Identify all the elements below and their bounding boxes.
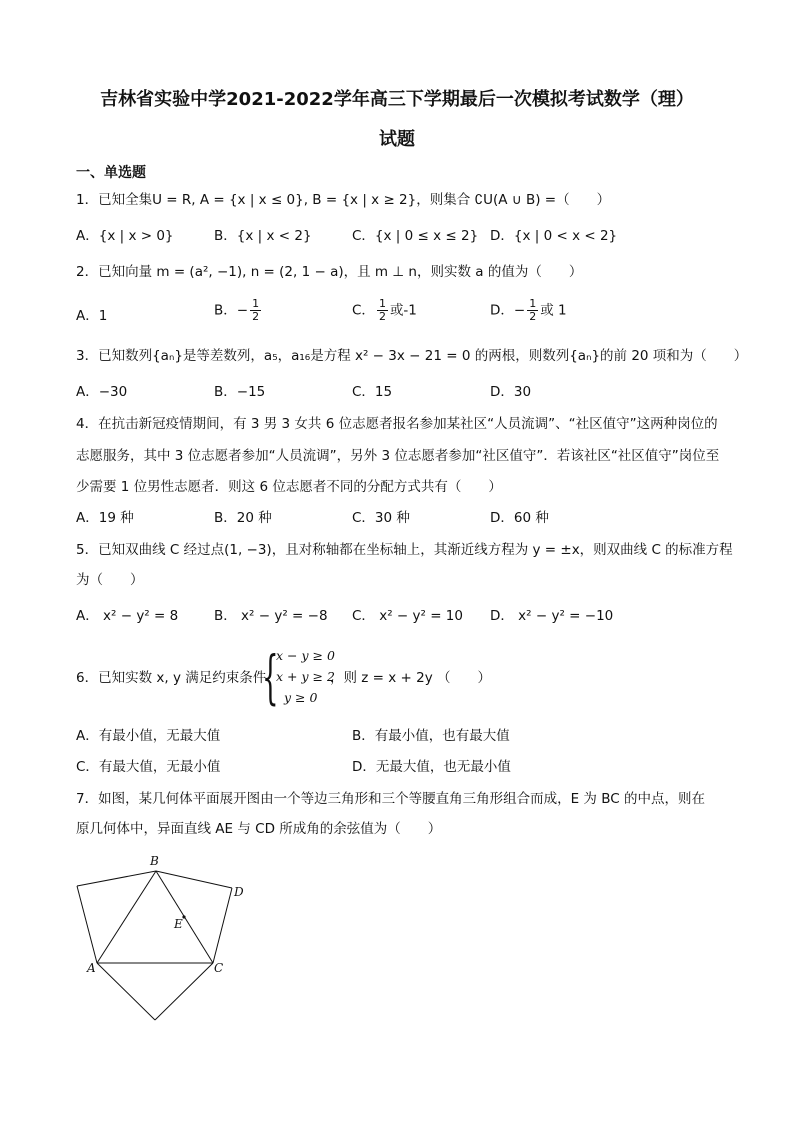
label-b: B bbox=[150, 854, 159, 868]
label-e: E bbox=[174, 917, 183, 931]
question-6-option-d: D．无最大值，也无最小值 bbox=[352, 759, 511, 775]
bottom-face-right bbox=[155, 963, 213, 1020]
geometry-net-figure bbox=[70, 850, 270, 1035]
question-6-option-a: A．有最小值，无最大值 bbox=[76, 728, 221, 744]
question-2-stem: 2．已知向量 m = (a², −1), n = (2, 1 − a)，且 m ⊥ n，则实数 a 的值为（ ） bbox=[76, 264, 583, 280]
question-4-line-3: 少需要 1 位男性志愿者．则这 6 位志愿者不同的分配方式共有（ ） bbox=[76, 479, 502, 495]
question-3-option-a: A．−30 bbox=[76, 384, 128, 400]
question-4-option-a: A．19 种 bbox=[76, 510, 134, 526]
edge-bd bbox=[156, 871, 232, 888]
constraint-1: x − y ≥ 0 bbox=[276, 648, 335, 663]
fraction: $\frac{1}{2}$ bbox=[252, 297, 260, 323]
exam-title-continued: 试题 bbox=[379, 129, 415, 150]
question-3-stem: 3．已知数列{aₙ}是等差数列，a₅，a₁₆是方程 x² − 3x − 21 = 0 的两根，则数列{aₙ}的前 20 项和为（ ） bbox=[76, 348, 748, 364]
question-4-line-1: 4．在抗击新冠疫情期间，有 3 男 3 女共 6 位志愿者报名参加某社区“人员流调”、“社区值守”这两种岗位的 bbox=[76, 416, 718, 432]
question-2-option-c bbox=[352, 298, 417, 323]
option-b-prefix: B．− bbox=[214, 302, 249, 319]
question-5-option-b: B． x² − y² = −8 bbox=[214, 608, 328, 624]
label-a: A bbox=[87, 961, 96, 975]
question-3-option-d: D．30 bbox=[490, 384, 532, 400]
question-5-option-c: C． x² − y² = 10 bbox=[352, 608, 463, 624]
point-e bbox=[182, 915, 185, 918]
question-6-stem-before: 6．已知实数 x, y 满足约束条件 bbox=[76, 670, 267, 686]
question-1-option-a: A．{x | x > 0} bbox=[76, 228, 174, 244]
edge-cd bbox=[213, 888, 232, 963]
question-1-option-c: C．{x | 0 ≤ x ≤ 2} bbox=[352, 228, 479, 244]
question-6-option-b: B．有最小值，也有最大值 bbox=[352, 728, 510, 744]
section-heading: 一、单选题 bbox=[76, 165, 146, 181]
question-5-option-a: A． x² − y² = 8 bbox=[76, 608, 179, 624]
constraint-3: y ≥ 0 bbox=[284, 690, 318, 705]
question-4-option-d: D．60 种 bbox=[490, 510, 549, 526]
fraction: $\frac{1}{2}$ bbox=[529, 297, 537, 323]
question-3-option-b: B．−15 bbox=[214, 384, 266, 400]
bottom-face-left bbox=[97, 963, 155, 1020]
fraction: $\frac{1}{2}$ bbox=[378, 297, 386, 323]
label-c: C bbox=[214, 961, 224, 975]
edge-ab bbox=[97, 871, 156, 963]
question-1-option-d: D．{x | 0 < x < 2} bbox=[490, 228, 618, 244]
option-c-suffix: 或-1 bbox=[389, 302, 417, 319]
question-6-option-c: C．有最大值，无最小值 bbox=[76, 759, 221, 775]
option-d-prefix: D．− bbox=[490, 302, 526, 319]
left-brace: { bbox=[262, 643, 279, 711]
question-2-option-b bbox=[214, 298, 263, 323]
question-5-option-d: D． x² − y² = −10 bbox=[490, 608, 614, 624]
option-d-suffix: 或 1 bbox=[540, 302, 567, 319]
constraint-2: x + y ≥ 2 bbox=[276, 669, 335, 684]
left-face-top bbox=[77, 871, 156, 886]
question-2-option-a: A．1 bbox=[76, 308, 108, 324]
question-4-option-b: B．20 种 bbox=[214, 510, 272, 526]
left-face-side bbox=[77, 886, 97, 963]
question-1-stem: 1．已知全集U = R, A = {x | x ≤ 0}, B = {x | x ≥ 2}，则集合 ∁U(A ∪ B) =（ ） bbox=[76, 192, 611, 208]
option-c-prefix: C． bbox=[352, 302, 375, 319]
question-4-option-c: C．30 种 bbox=[352, 510, 410, 526]
question-2-option-d bbox=[490, 298, 567, 323]
question-5-line-2: 为（ ） bbox=[76, 572, 144, 588]
question-5-line-1: 5．已知双曲线 C 经过点(1, −3)，且对称轴都在坐标轴上，其渐近线方程为 y = ±x，则双曲线 C 的标准方程 bbox=[76, 542, 733, 558]
question-6-stem-after: ，则 z = x + 2y （ ） bbox=[330, 670, 492, 686]
question-4-line-2: 志愿服务，其中 3 位志愿者参加“人员流调”，另外 3 位志愿者参加“社区值守”．若该社区“社区值守”岗位至 bbox=[76, 448, 720, 464]
label-d: D bbox=[234, 885, 244, 899]
question-7-line-2: 原几何体中，异面直线 AE 与 CD 所成角的余弦值为（ ） bbox=[76, 821, 442, 837]
question-7-line-1: 7．如图，某几何体平面展开图由一个等边三角形和三个等腰直角三角形组合而成，E 为 BC 的中点，则在 bbox=[76, 791, 705, 807]
exam-title: 吉林省实验中学2021-2022学年高三下学期最后一次模拟考试数学（理） bbox=[100, 89, 694, 110]
question-1-option-b: B．{x | x < 2} bbox=[214, 228, 312, 244]
question-3-option-c: C．15 bbox=[352, 384, 393, 400]
